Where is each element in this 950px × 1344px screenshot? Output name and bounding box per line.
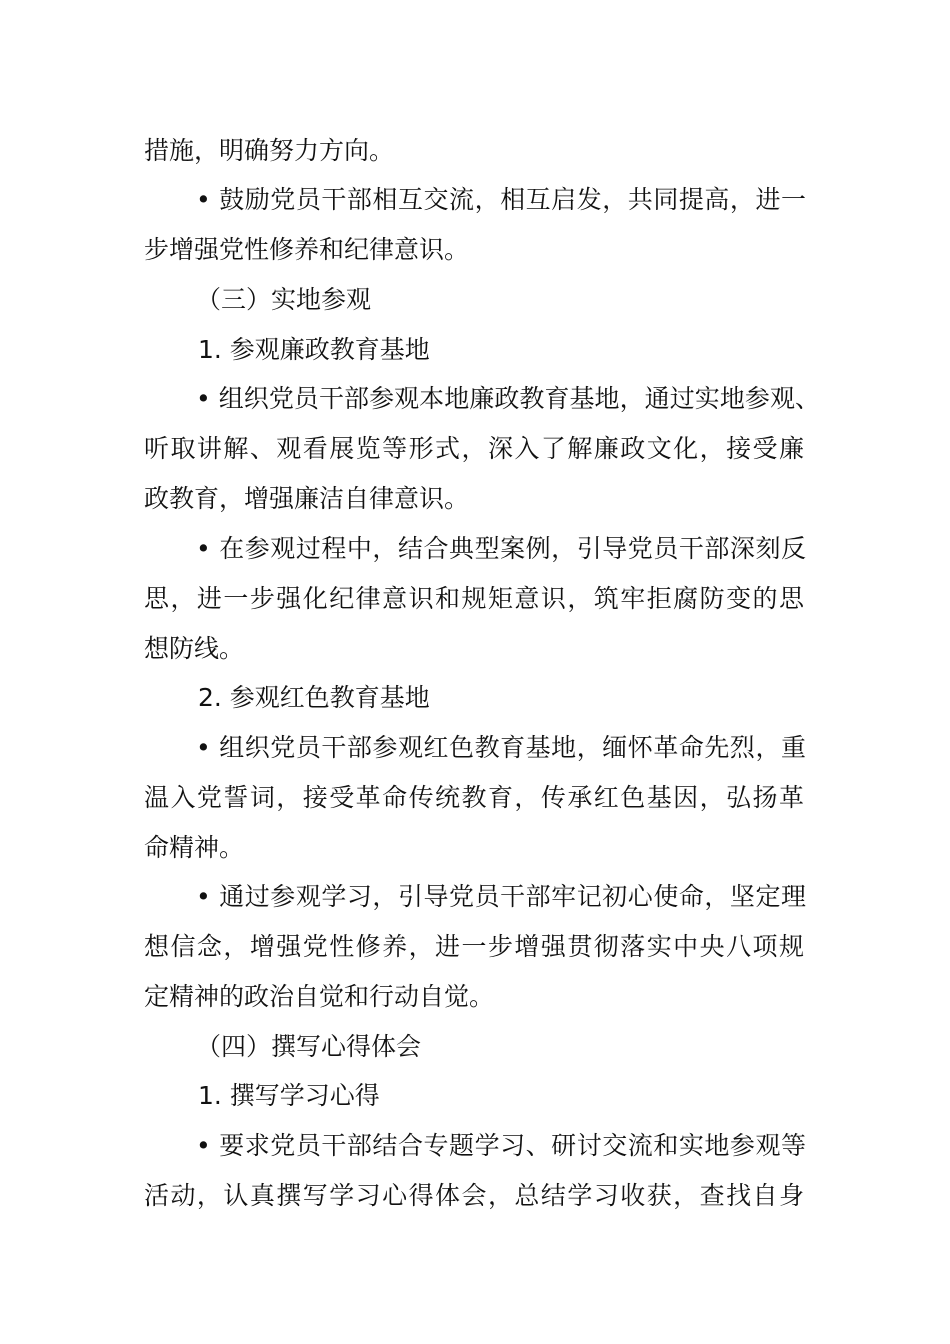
paragraph-line: 想信念，增强党性修养，进一步增强贯彻落实中央八项规 — [144, 932, 804, 961]
subsection-heading: 2. 参观红色教育基地 — [198, 683, 430, 712]
paragraph-line: 听取讲解、观看展览等形式，深入了解廉政文化，接受廉 — [144, 434, 804, 463]
bullet-line: • 组织党员干部参观红色教育基地，缅怀革命先烈，重 — [196, 733, 806, 762]
bullet-line: • 组织党员干部参观本地廉政教育基地，通过实地参观、 — [196, 384, 820, 413]
paragraph-line: 定精神的政治自觉和行动自觉。 — [144, 982, 495, 1011]
paragraph-line: 温入党誓词，接受革命传统教育，传承红色基因，弘扬革 — [144, 783, 804, 812]
paragraph-line: 思，进一步强化纪律意识和规矩意识，筑牢拒腐防变的思 — [144, 584, 804, 613]
paragraph-line: 政教育，增强廉洁自律意识。 — [144, 484, 470, 513]
paragraph-line: 措施，明确努力方向。 — [144, 136, 395, 165]
bullet-line: • 在参观过程中，结合典型案例，引导党员干部深刻反 — [196, 534, 806, 563]
paragraph-line: 想防线。 — [144, 634, 245, 663]
section-heading: （四）撰写心得体会 — [196, 1032, 422, 1061]
paragraph-line: 步增强党性修养和纪律意识。 — [144, 235, 470, 264]
subsection-heading: 1. 撰写学习心得 — [198, 1081, 380, 1110]
paragraph-line: 命精神。 — [144, 833, 245, 862]
subsection-heading: 1. 参观廉政教育基地 — [198, 335, 430, 364]
section-heading: （三）实地参观 — [196, 285, 372, 314]
bullet-line: • 鼓励党员干部相互交流，相互启发，共同提高，进一 — [196, 185, 806, 214]
bullet-line: • 要求党员干部结合专题学习、研讨交流和实地参观等 — [196, 1131, 806, 1160]
bullet-line: • 通过参观学习，引导党员干部牢记初心使命，坚定理 — [196, 882, 806, 911]
paragraph-line: 活动，认真撰写学习心得体会，总结学习收获，查找自身 — [144, 1181, 804, 1210]
